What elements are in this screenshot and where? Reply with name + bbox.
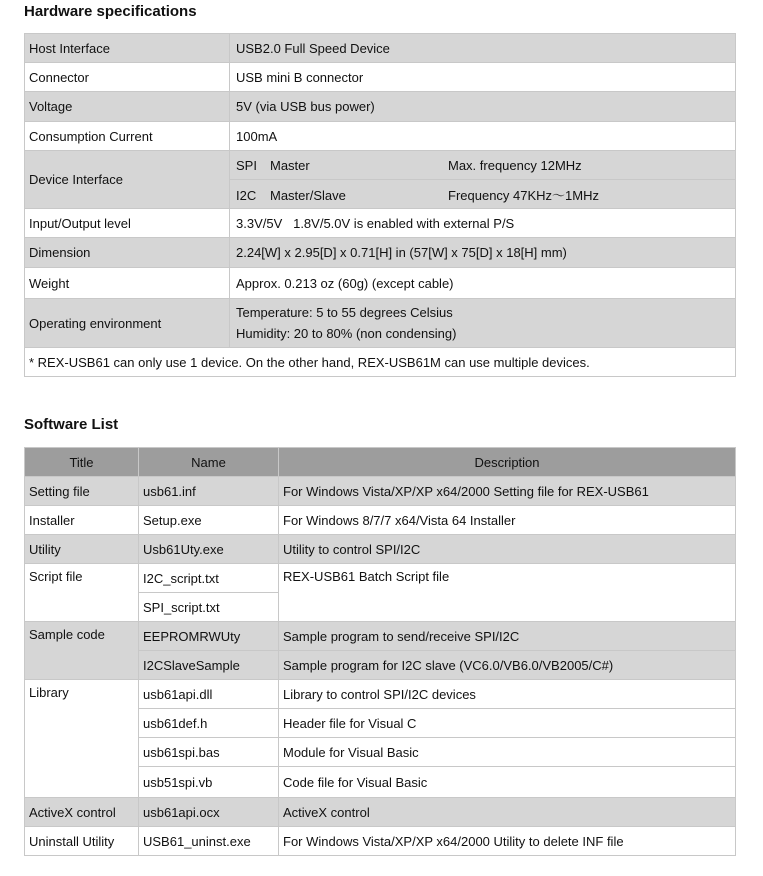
software-description: Library to control SPI/I2C devices: [279, 680, 736, 709]
software-description: ActiveX control: [279, 798, 736, 827]
spec-value: Approx. 0.213 oz (60g) (except cable): [230, 268, 736, 299]
interface-type: I2C: [236, 187, 257, 203]
spec-label: Host Interface: [25, 34, 230, 63]
spec-label: Connector: [25, 63, 230, 92]
software-name: I2CSlaveSample: [139, 651, 279, 680]
software-description: Utility to control SPI/I2C: [279, 535, 736, 564]
software-name: usb61.inf: [139, 477, 279, 506]
interface-type: SPI: [236, 157, 257, 173]
software-list-heading: Software List: [24, 416, 119, 433]
column-header-name: Name: [139, 448, 279, 477]
software-row-uninstall-utility: [25, 827, 736, 856]
software-name: SPI_script.txt: [139, 593, 279, 622]
software-title: Setting file: [25, 477, 139, 506]
software-description: Code file for Visual Basic: [279, 767, 736, 798]
spec-note-row: [25, 348, 736, 377]
software-description: REX-USB61 Batch Script file: [279, 564, 736, 622]
software-title: Library: [25, 680, 139, 798]
software-name: EEPROMRWUty: [139, 622, 279, 651]
software-title: Installer: [25, 506, 139, 535]
software-row-utility: [25, 535, 736, 564]
interface-mode: Master/Slave: [270, 187, 346, 203]
software-name: USB61_uninst.exe: [139, 827, 279, 856]
spec-row-consumption-current: [25, 122, 736, 151]
software-title: Sample code: [25, 622, 139, 680]
spec-label: Input/Output level: [25, 209, 230, 238]
spec-value: 3.3V/5V 1.8V/5.0V is enabled with external P/S: [230, 209, 736, 238]
spec-label: Dimension: [25, 238, 230, 268]
software-description: Module for Visual Basic: [279, 738, 736, 767]
interface-frequency: Frequency 47KHz～1MHz: [448, 187, 599, 203]
spec-value-i2c: [230, 180, 736, 209]
software-row-setting-file: [25, 477, 736, 506]
software-name: usb61def.h: [139, 709, 279, 738]
software-row-library: [25, 680, 736, 709]
spec-row-io-level: [25, 209, 736, 238]
humidity-range: Humidity: 20 to 80% (non condensing): [236, 326, 457, 341]
column-header-description: Description: [279, 448, 736, 477]
software-title: Uninstall Utility: [25, 827, 139, 856]
software-description: For Windows 8/7/7 x64/Vista 64 Installer: [279, 506, 736, 535]
spec-label: Consumption Current: [25, 122, 230, 151]
software-row-script-file: [25, 564, 736, 593]
hardware-specifications-heading: Hardware specifications: [24, 3, 197, 20]
software-name: Setup.exe: [139, 506, 279, 535]
spec-row-dimension: [25, 238, 736, 268]
software-title: ActiveX control: [25, 798, 139, 827]
software-header-row: [25, 448, 736, 477]
hardware-specifications-table: [24, 33, 736, 377]
software-description: Header file for Visual C: [279, 709, 736, 738]
software-row-sample-code: [25, 622, 736, 651]
spec-value: USB mini B connector: [230, 63, 736, 92]
software-list-table: [24, 447, 736, 856]
spec-row-weight: [25, 268, 736, 299]
software-name: usb61spi.bas: [139, 738, 279, 767]
interface-frequency: Max. frequency 12MHz: [448, 157, 582, 173]
spec-value: [230, 299, 736, 348]
software-title: Utility: [25, 535, 139, 564]
software-description: Sample program to send/receive SPI/I2C: [279, 622, 736, 651]
spec-row-device-interface: [25, 151, 736, 180]
spec-label: Voltage: [25, 92, 230, 122]
spec-row-operating-environment: [25, 299, 736, 348]
spec-label: Device Interface: [25, 151, 230, 209]
spec-row-connector: [25, 63, 736, 92]
spec-value: USB2.0 Full Speed Device: [230, 34, 736, 63]
temperature-range: Temperature: 5 to 55 degrees Celsius: [236, 305, 453, 320]
software-description: For Windows Vista/XP/XP x64/2000 Setting file for REX-USB61: [279, 477, 736, 506]
software-name: usb61api.dll: [139, 680, 279, 709]
spec-value: 5V (via USB bus power): [230, 92, 736, 122]
software-row-activex-control: [25, 798, 736, 827]
spec-row-voltage: [25, 92, 736, 122]
spec-value: 100mA: [230, 122, 736, 151]
column-header-title: Title: [25, 448, 139, 477]
spec-value-spi: [230, 151, 736, 180]
software-description: Sample program for I2C slave (VC6.0/VB6.0/VB2005/C#): [279, 651, 736, 680]
software-name: usb51spi.vb: [139, 767, 279, 798]
spec-row-host-interface: [25, 34, 736, 63]
interface-mode: Master: [270, 157, 310, 173]
software-name: I2C_script.txt: [139, 564, 279, 593]
software-name: Usb61Uty.exe: [139, 535, 279, 564]
spec-label: Operating environment: [25, 299, 230, 348]
software-name: usb61api.ocx: [139, 798, 279, 827]
spec-note: * REX-USB61 can only use 1 device. On the other hand, REX-USB61M can use multiple devices.: [25, 348, 736, 377]
software-row-installer: [25, 506, 736, 535]
software-description: For Windows Vista/XP/XP x64/2000 Utility to delete INF file: [279, 827, 736, 856]
software-title: Script file: [25, 564, 139, 622]
spec-value: 2.24[W] x 2.95[D] x 0.71[H] in (57[W] x 75[D] x 18[H] mm): [230, 238, 736, 268]
spec-label: Weight: [25, 268, 230, 299]
